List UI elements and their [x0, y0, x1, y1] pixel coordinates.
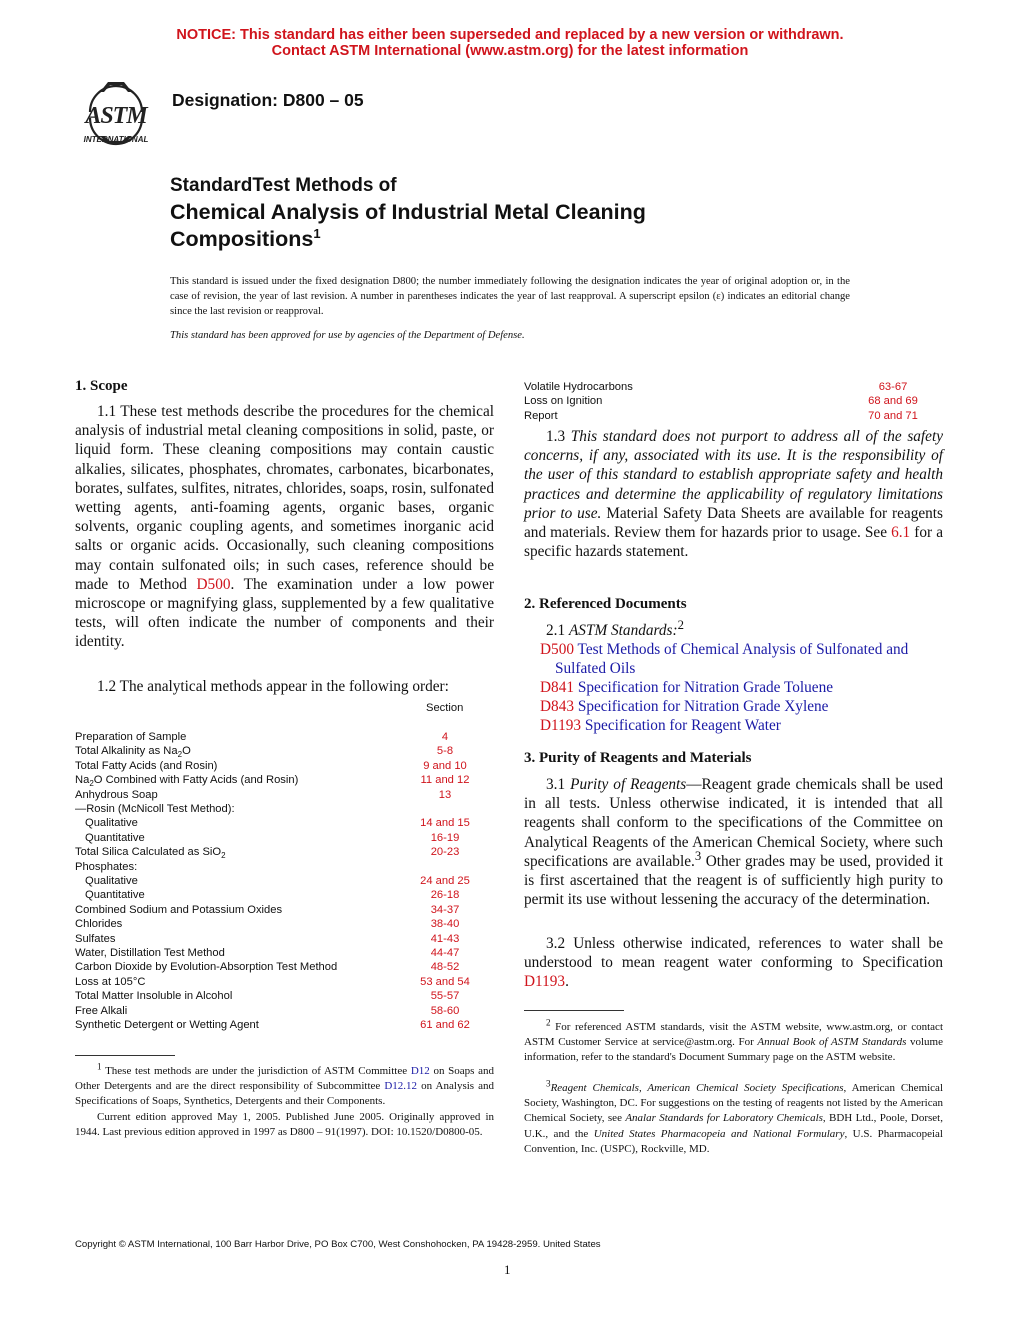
section-link[interactable]: 13 — [438, 788, 452, 801]
section-link[interactable]: 5-8 — [436, 745, 454, 758]
section-link[interactable]: 26-18 — [430, 889, 460, 902]
scope-paragraph-1 — [75, 402, 494, 652]
section-link[interactable]: 41-43 — [430, 932, 460, 945]
doc-code-link[interactable]: D1193 — [540, 717, 582, 734]
section-link[interactable]: 44-47 — [430, 947, 460, 959]
method-label: Quantitative — [85, 831, 145, 844]
purity-p1-italic: Purity of Reagents — [570, 776, 687, 793]
method-label: Combined Sodium and Potassium Oxides — [75, 903, 283, 916]
method-label: Qualitative — [85, 817, 138, 830]
table-row — [75, 888, 495, 902]
doc-title-link[interactable]: Specification for Reagent Water — [581, 717, 781, 734]
table-row — [75, 917, 495, 931]
purity-p2-text: 3.2 Unless otherwise indicated, references to water shall be understood to mean reagent water conforming to Specification — [524, 935, 943, 972]
method-label: Total Fatty Acids (and Rosin) — [75, 759, 218, 772]
footnote-2 — [524, 1017, 943, 1066]
fn1-text-3: on Analysis and Specifications of Soaps, Synthetics, Detergents and their Components. — [75, 1080, 494, 1108]
approved-note: This standard has been approved for use by agencies of the Department of Defense. — [170, 330, 525, 341]
doc-title-link[interactable]: Specification for Nitration Grade Toluene — [574, 679, 834, 696]
method-label: Preparation of Sample — [75, 731, 187, 743]
scope-13-italic: This standard does not purport to address all of the safety concerns, if any, associated with its use. It is the responsibility of the user of this standard to establish appropriate safety and health practices and determine the applicability of regulatory limitations prior to use. — [524, 428, 943, 522]
doc-code-link[interactable]: D843 — [540, 698, 574, 715]
method-label: Synthetic Detergent or Wetting Agent — [75, 1019, 259, 1031]
notice-line-1: NOTICE: This standard has either been superseded and replaced by a new version or withdrawn. — [176, 27, 844, 43]
doc-title-link[interactable]: Test Methods of Chemical Analysis of Sulfonated and Sulfated Oils — [555, 641, 909, 677]
table-row — [75, 946, 495, 960]
method-label: Total Silica Calculated as SiO$_2$ — [75, 846, 226, 861]
table-row — [524, 409, 944, 423]
methods-table-continued — [524, 380, 944, 425]
method-label: —Rosin (McNicoll Test Method): — [75, 803, 235, 815]
table-row — [75, 730, 495, 744]
table-row — [75, 960, 495, 974]
astm-standards-subheading — [524, 617, 943, 640]
fn1-mark: 1 — [97, 1061, 102, 1072]
issued-note: This standard is issued under the fixed designation D800; the number immediately following the designation indicates the year of original adoption or, in the case of revision, the year of last revision. A number in parentheses indicates the year of last reapproval. A superscript epsilon (ε) indicates an editorial change since the last revision or reapproval. — [170, 276, 850, 317]
method-label: Chlorides — [75, 918, 123, 931]
page-number: 1 — [504, 1262, 511, 1277]
copyright: Copyright © ASTM International, 100 Barr Harbor Drive, PO Box C700, West Conshohocken, PA 19428-2959. United States — [75, 1239, 601, 1250]
fn2-mark: 2 — [546, 1017, 551, 1028]
purity-paragraph-2 — [524, 934, 943, 992]
table-row — [75, 1018, 495, 1032]
table-row — [75, 831, 495, 845]
method-label: Anhydrous Soap — [75, 788, 158, 801]
scope-p2-text: 1.2 The analytical methods appear in the following order: — [97, 678, 449, 695]
section-link[interactable]: 53 and 54 — [420, 975, 470, 988]
fn2-text-1: For referenced ASTM standards, visit the ASTM website, www.astm.org, or contact ASTM Customer Service at service@astm.org. For — [524, 1021, 943, 1049]
section-link[interactable]: 68 and 69 — [868, 395, 918, 408]
referenced-document[interactable] — [540, 640, 944, 678]
table-row — [75, 932, 495, 946]
title-line-1: StandardTest Methods of — [170, 175, 397, 196]
methods-table — [75, 730, 495, 1030]
method-label: Report — [524, 409, 558, 422]
referenced-documents-list — [540, 640, 944, 735]
footnote-rule-left — [75, 1055, 175, 1056]
method-label: $Na_2O$ Combined with Fatty Acids (and Rosin) — [75, 774, 299, 789]
purity-p1-lead: 3.1 — [546, 776, 571, 793]
scope-13-plain: Material Safety Data Sheets are available for reagents and materials. Review them for hazards prior to usage. See — [524, 504, 943, 542]
logo-text: ASTM — [85, 103, 147, 129]
section-link[interactable]: 55-57 — [430, 990, 460, 1003]
section-link[interactable]: 70 and 71 — [868, 409, 918, 422]
notice-line-2: Contact ASTM International (www.astm.org) for the latest information — [271, 43, 749, 59]
fn2-text-2: volume information, refer to the standard's Document Summary page on the ASTM website. — [524, 1036, 943, 1064]
doc-code-link[interactable]: D841 — [540, 679, 574, 696]
footnote-rule-right — [524, 1010, 624, 1011]
table-row — [75, 816, 495, 830]
section-link[interactable]: 11 and 12 — [420, 774, 470, 787]
method-label: Phosphates: — [75, 860, 138, 873]
doc-code-link[interactable]: D500 — [540, 641, 574, 658]
fn1-edition: Current edition approved May 1, 2005. Published June 2005. Originally approved in 1944. Last previous edition approved in 1997 as D800 – 91(1997). DOI: 10.1520/D0800-05. — [75, 1110, 494, 1138]
table-row — [75, 874, 495, 888]
table-row — [75, 975, 495, 989]
section-link[interactable]: 16-19 — [430, 831, 460, 844]
method-label: Sulfates — [75, 932, 116, 945]
section-link[interactable]: 9 and 10 — [423, 759, 467, 772]
purity-p2-end: . — [565, 973, 569, 991]
link-d12[interactable]: D12 — [410, 1065, 430, 1077]
method-label: Volatile Hydrocarbons — [524, 381, 633, 393]
purity-heading: 3. Purity of Reagents and Materials — [524, 750, 752, 766]
fn3-text-1: , American Chemical Society, Washington, DC. For suggestions on the testing of reagents not listed by the American Chemical Society, see — [524, 1082, 944, 1125]
section-link[interactable]: 48-52 — [430, 961, 460, 974]
fn2-italic: Annual Book of ASTM Standards — [757, 1036, 907, 1049]
scope-p1-text: 1.1 These test methods describe the procedures for the chemical analysis of industrial metal cleaning compositions in solid, paste, or liquid form. These cleaning compositions may contain caustic alkalies, silicates, phosphates, chromates, carbonates, bicarbonates, borates, sulfates, sulfites, nitrates, chlorides, soaps, rosin, sulfonated wetting agents, anti-foaming agents, organic bases, organic solvents, organic coupling agents, and sometimes inorganic acid salts or organic acids. Occasionally, such cleaning compositions may contain sulfonated oils; in such cases, reference should be made to Method — [75, 403, 494, 593]
footnote-1 — [75, 1061, 494, 1140]
referenced-document[interactable] — [540, 716, 944, 735]
title-line-3-text: Compositions — [170, 227, 314, 251]
table-row — [75, 802, 495, 816]
table-row — [75, 1004, 495, 1018]
method-label: Total Matter Insoluble in Alcohol — [75, 990, 233, 1003]
table-row — [75, 860, 495, 874]
method-label: Quantitative — [85, 889, 145, 902]
fn3-text-3: , U.S. Pharmacopeial Convention, Inc. (USPC), Rockville, MD. — [524, 1127, 943, 1155]
section-link[interactable]: 38-40 — [430, 918, 460, 931]
title-footnote-mark: 1 — [313, 225, 321, 241]
link-d1193-purity[interactable]: D1193 — [524, 973, 566, 991]
table-row — [75, 788, 495, 802]
section-link[interactable]: 58-60 — [430, 1004, 460, 1017]
section-link[interactable]: 24 and 25 — [420, 875, 470, 887]
method-label: Qualitative — [85, 875, 138, 887]
ref-sub-italic: ASTM Standards: — [568, 622, 678, 639]
table-row — [524, 394, 944, 408]
section-link[interactable]: 63-67 — [878, 381, 908, 393]
method-label: Total Alkalinity as $Na_2O$ — [75, 745, 191, 760]
title-line-3 — [170, 227, 321, 252]
scope-paragraph-3 — [524, 427, 943, 561]
link-6-1[interactable]: 6.1 — [891, 524, 911, 542]
section-link[interactable]: 14 and 15 — [420, 817, 470, 830]
scope-p1-end: . The examination under a low power microscope or magnifying glass, supplemented by a few qualitative tests, will often indicate the number of components and their identity. — [75, 575, 494, 651]
method-label: Water, Distillation Test Method — [75, 947, 225, 959]
fn3-italic-1: Reagent Chemicals, American Chemical Society Specifications — [550, 1082, 844, 1094]
table-row — [75, 759, 495, 773]
method-label: Loss at 105°C — [75, 975, 146, 988]
referenced-document[interactable] — [540, 678, 944, 697]
table-row — [75, 989, 495, 1003]
table-row — [75, 744, 495, 758]
referenced-document[interactable] — [540, 697, 944, 716]
purity-p1-mark: 3 — [694, 848, 702, 863]
ref-sub-mark: 2 — [677, 617, 684, 632]
scope-13-lead: 1.3 — [546, 428, 571, 445]
scope-13-end: for a specific hazards statement. — [524, 524, 944, 561]
fn1-text-2: on Soaps and Other Detergents and are the direct responsibility of Subcommittee — [75, 1065, 494, 1093]
purity-p1-text: —Reagent grade chemicals shall be used in all tests. Unless otherwise indicated, it is intended that all reagents shall conform to the specifications of the Committee on Analytical Reagents of the American Chemical Society, where such specifications are available. — [524, 776, 943, 870]
title-line-2: Chemical Analysis of Industrial Metal Cleaning — [170, 200, 646, 224]
table-row — [75, 773, 495, 787]
table-row — [75, 903, 495, 917]
doc-title-link[interactable]: Specification for Nitration Grade Xylene — [574, 698, 829, 715]
fn3-italic-2: Analar Standards for Laboratory Chemicals — [625, 1112, 823, 1125]
ref-sub-lead: 2.1 — [546, 622, 569, 639]
purity-p1-end: Other grades may be used, provided it is first ascertained that the reagent is of sufficiently high purity to permit its use without lessening the accuracy of the determination. — [524, 852, 943, 909]
fn1-text-1: These test methods are under the jurisdiction of ASTM Committee — [101, 1065, 411, 1077]
astm-logo — [70, 74, 162, 146]
method-label: Carbon Dioxide by Evolution-Absorption Test Method — [75, 961, 338, 974]
designation: Designation: D800 – 05 — [172, 90, 364, 110]
table-row — [524, 380, 944, 394]
section-column-header: Section — [426, 702, 464, 714]
purity-paragraph-1 — [524, 775, 943, 909]
section-link[interactable]: 34-37 — [430, 903, 460, 916]
scope-heading: 1. Scope — [75, 378, 128, 394]
fn3-italic-3: United States Pharmacopeia and National Formulary — [593, 1127, 845, 1140]
logo-subtext: INTERNATIONAL — [83, 135, 149, 144]
link-d500[interactable]: D500 — [196, 575, 231, 593]
scope-paragraph-2 — [75, 677, 494, 696]
link-d12-12[interactable]: D12.12 — [384, 1080, 418, 1093]
method-label: Loss on Ignition — [524, 395, 603, 408]
method-label: Free Alkali — [75, 1004, 128, 1017]
section-link[interactable]: 61 and 62 — [420, 1019, 470, 1031]
referenced-heading: 2. Referenced Documents — [524, 596, 687, 612]
fn3-text-2: , BDH Ltd., Poole, Dorset, U.K., and the — [524, 1112, 943, 1140]
section-link[interactable]: 20-23 — [430, 846, 460, 859]
fn3-mark: 3 — [546, 1078, 551, 1089]
table-row — [75, 845, 495, 859]
section-link[interactable]: 4 — [441, 731, 449, 743]
footnote-3 — [524, 1078, 944, 1157]
